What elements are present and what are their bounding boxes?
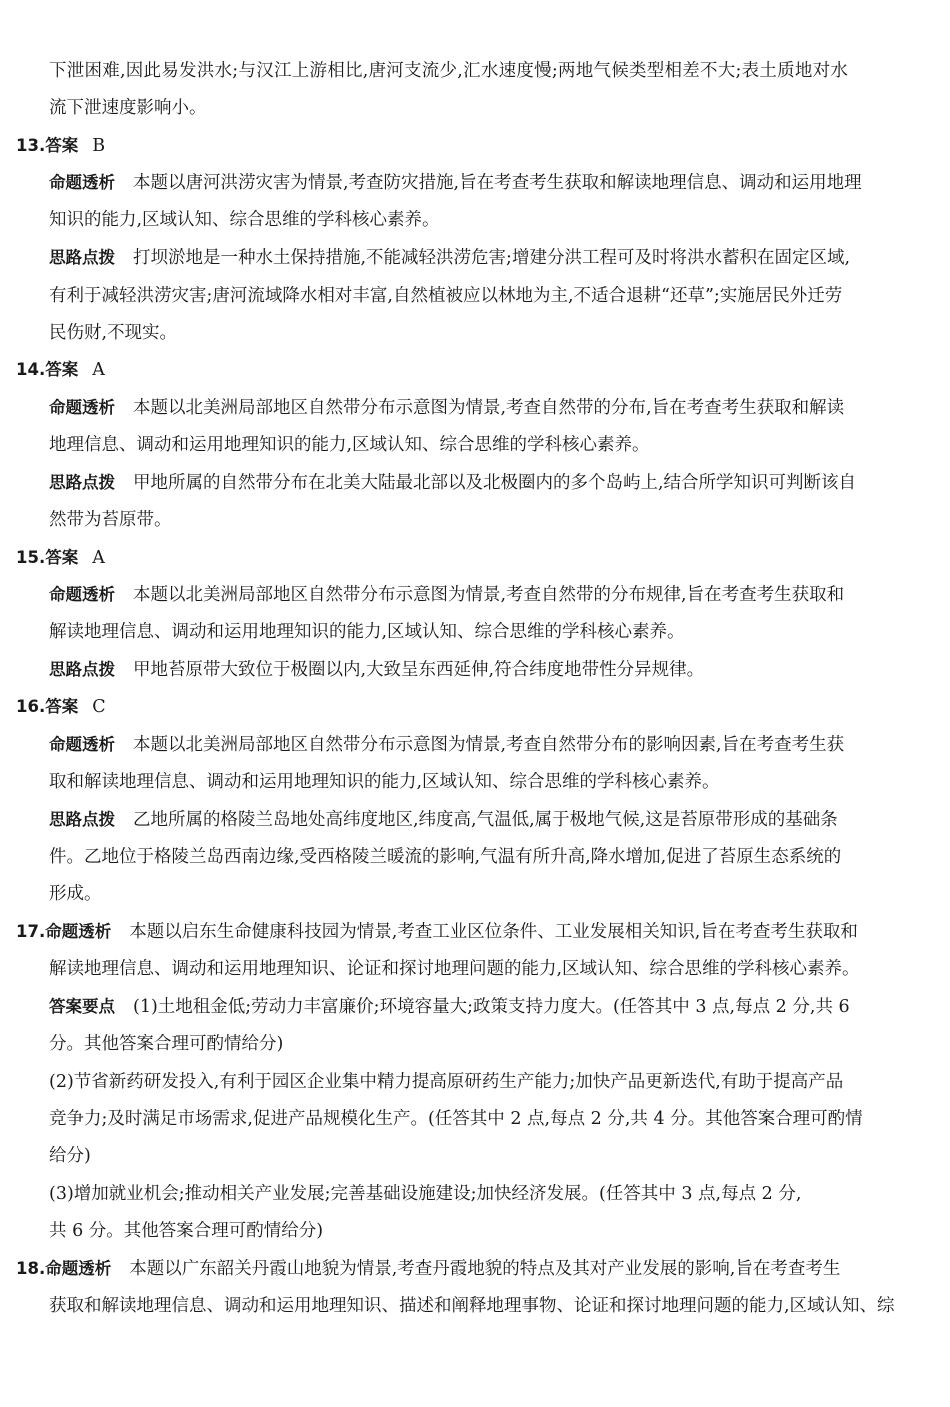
body-text: 乙地所属的格陵兰岛地处高纬度地区,纬度高,气温低,属于极地气候,这是苔原带形成的基础条 <box>133 810 838 830</box>
text-line <box>49 1294 895 1318</box>
body-text: 竞争力;及时满足市场需求,促进产品规模化生产。(任答其中 2 点,每点 2 分,共 4 分。其他答案合理可酌情 <box>49 1109 863 1129</box>
body-text: 本题以启东生命健康科技园为情景,考查工业区位条件、工业发展相关知识,旨在考查考生获取和 <box>129 922 858 942</box>
hint-line <box>49 658 704 682</box>
analysis-label: 命题透析 <box>49 398 115 417</box>
analysis-label: 命题透析 <box>45 922 112 941</box>
analysis-label: 命题透析 <box>45 1259 112 1278</box>
body-text: 打坝淤地是一种水土保持措施,不能减轻洪涝危害;增建分洪工程可及时将洪水蓄积在固定区域, <box>133 248 851 268</box>
analysis-line <box>49 583 844 607</box>
text-line <box>49 845 841 869</box>
text-line <box>49 284 842 308</box>
question-number: 15. <box>16 548 46 567</box>
body-text: 有利于减轻洪涝灾害;唐河流域降水相对丰富,自然植被应以林地为主,不适合退耕“还草”;实施居民外迁劳 <box>49 286 843 306</box>
hint-line <box>49 471 856 495</box>
body-text: 甲地苔原带大致位于极圈以内,大致呈东西延伸,符合纬度地带性分异规律。 <box>133 660 705 680</box>
body-text: 共 6 分。其他答案合理可酌情给分) <box>49 1221 324 1241</box>
question-number: 17. <box>16 922 46 941</box>
text-line <box>49 882 102 906</box>
text-line <box>49 1182 801 1206</box>
text-line <box>49 208 440 232</box>
text-line <box>49 433 650 457</box>
body-text: 然带为苔原带。 <box>49 510 172 530</box>
question-16-answer <box>16 695 106 719</box>
question-18-analysis <box>16 1257 840 1281</box>
body-text: 地理信息、调动和运用地理知识的能力,区域认知、综合思维的学科核心素养。 <box>49 435 650 455</box>
analysis-label: 命题透析 <box>49 173 115 192</box>
question-number: 18. <box>16 1259 46 1278</box>
text-line <box>49 1107 863 1131</box>
question-15-answer <box>16 546 105 570</box>
answer-value: A <box>92 360 105 380</box>
body-text: 流下泄速度影响小。 <box>49 98 207 118</box>
body-text: 甲地所属的自然带分布在北美大陆最北部以及北极圈内的多个岛屿上,结合所学知识可判断该自 <box>133 473 857 493</box>
analysis-line <box>49 396 844 420</box>
text-line <box>49 770 720 794</box>
hint-label: 思路点拨 <box>49 473 115 492</box>
analysis-line <box>49 171 862 195</box>
key-points-line <box>49 995 850 1019</box>
body-text: 知识的能力,区域认知、综合思维的学科核心素养。 <box>49 210 440 230</box>
analysis-label: 命题透析 <box>49 585 115 604</box>
answer-value: B <box>92 136 106 156</box>
body-text: 本题以北美洲局部地区自然带分布示意图为情景,考查自然带分布的影响因素,旨在考查考生获 <box>133 735 845 755</box>
question-number: 13. <box>16 136 46 155</box>
text-line <box>49 1070 843 1094</box>
hint-line <box>49 246 850 270</box>
body-text: 解读地理信息、调动和运用地理知识、论证和探讨地理问题的能力,区域认知、综合思维的学科核心素养。 <box>49 959 860 979</box>
text-line <box>49 1144 91 1168</box>
body-text: 获取和解读地理信息、调动和运用地理知识、描述和阐释地理事物、论证和探讨地理问题的能力,区域认知、综 <box>49 1296 895 1316</box>
answer-value: A <box>92 548 105 568</box>
body-text: 件。乙地位于格陵兰岛西南边缘,受西格陵兰暖流的影响,气温有所升高,降水增加,促进了苔原生态系统的 <box>49 847 842 867</box>
text-line <box>49 59 848 83</box>
body-text: 给分) <box>49 1146 91 1166</box>
answer-label: 答案 <box>45 136 79 155</box>
analysis-line <box>49 733 844 757</box>
text-line <box>49 321 177 345</box>
body-text: 解读地理信息、调动和运用地理知识的能力,区域认知、综合思维的学科核心素养。 <box>49 622 685 642</box>
answer-label: 答案 <box>45 548 79 567</box>
question-number: 14. <box>16 360 46 379</box>
body-text: 本题以唐河洪涝灾害为情景,考查防灾措施,旨在考查考生获取和解读地理信息、调动和运用地理 <box>133 173 862 193</box>
analysis-label: 命题透析 <box>49 735 115 754</box>
body-text: 形成。 <box>49 884 102 904</box>
body-text: (1)土地租金低;劳动力丰富廉价;环境容量大;政策支持力度大。(任答其中 3 点,每点 2 分,共 6 <box>133 997 850 1017</box>
text-line <box>49 957 860 981</box>
text-line <box>49 1032 283 1056</box>
answer-label: 答案 <box>45 360 79 379</box>
question-13-answer <box>16 134 105 158</box>
text-line <box>49 508 172 532</box>
text-line <box>49 96 207 120</box>
hint-label: 思路点拨 <box>49 810 115 829</box>
body-text: 本题以北美洲局部地区自然带分布示意图为情景,考查自然带的分布,旨在考查考生获取和解读 <box>133 398 845 418</box>
hint-line <box>49 808 838 832</box>
body-text: (3)增加就业机会;推动相关产业发展;完善基础设施建设;加快经济发展。(任答其中 3 点,每点 2 分, <box>49 1184 802 1204</box>
body-text: 民伤财,不现实。 <box>49 323 178 343</box>
body-text: 本题以广东韶关丹霞山地貌为情景,考查丹霞地貌的特点及其对产业发展的影响,旨在考查考生 <box>129 1259 841 1279</box>
body-text: 取和解读地理信息、调动和运用地理知识的能力,区域认知、综合思维的学科核心素养。 <box>49 772 720 792</box>
body-text: 下泄困难,因此易发洪水;与汉江上游相比,唐河支流少,汇水速度慢;两地气候类型相差不大;表土质地对水 <box>49 61 849 81</box>
answer-label: 答案 <box>45 697 79 716</box>
question-number: 16. <box>16 697 46 716</box>
key-points-label: 答案要点 <box>49 997 115 1016</box>
body-text: 本题以北美洲局部地区自然带分布示意图为情景,考查自然带的分布规律,旨在考查考生获取和 <box>133 585 845 605</box>
text-line <box>49 1219 323 1243</box>
answer-value: C <box>92 697 106 717</box>
text-line <box>49 620 685 644</box>
hint-label: 思路点拨 <box>49 660 115 679</box>
body-text: 分。其他答案合理可酌情给分) <box>49 1034 284 1054</box>
hint-label: 思路点拨 <box>49 248 115 267</box>
body-text: (2)节省新药研发投入,有利于园区企业集中精力提高原研药生产能力;加快产品更新迭代,有助于提高产品 <box>49 1072 844 1092</box>
question-17-analysis <box>16 920 858 944</box>
question-14-answer <box>16 358 105 382</box>
